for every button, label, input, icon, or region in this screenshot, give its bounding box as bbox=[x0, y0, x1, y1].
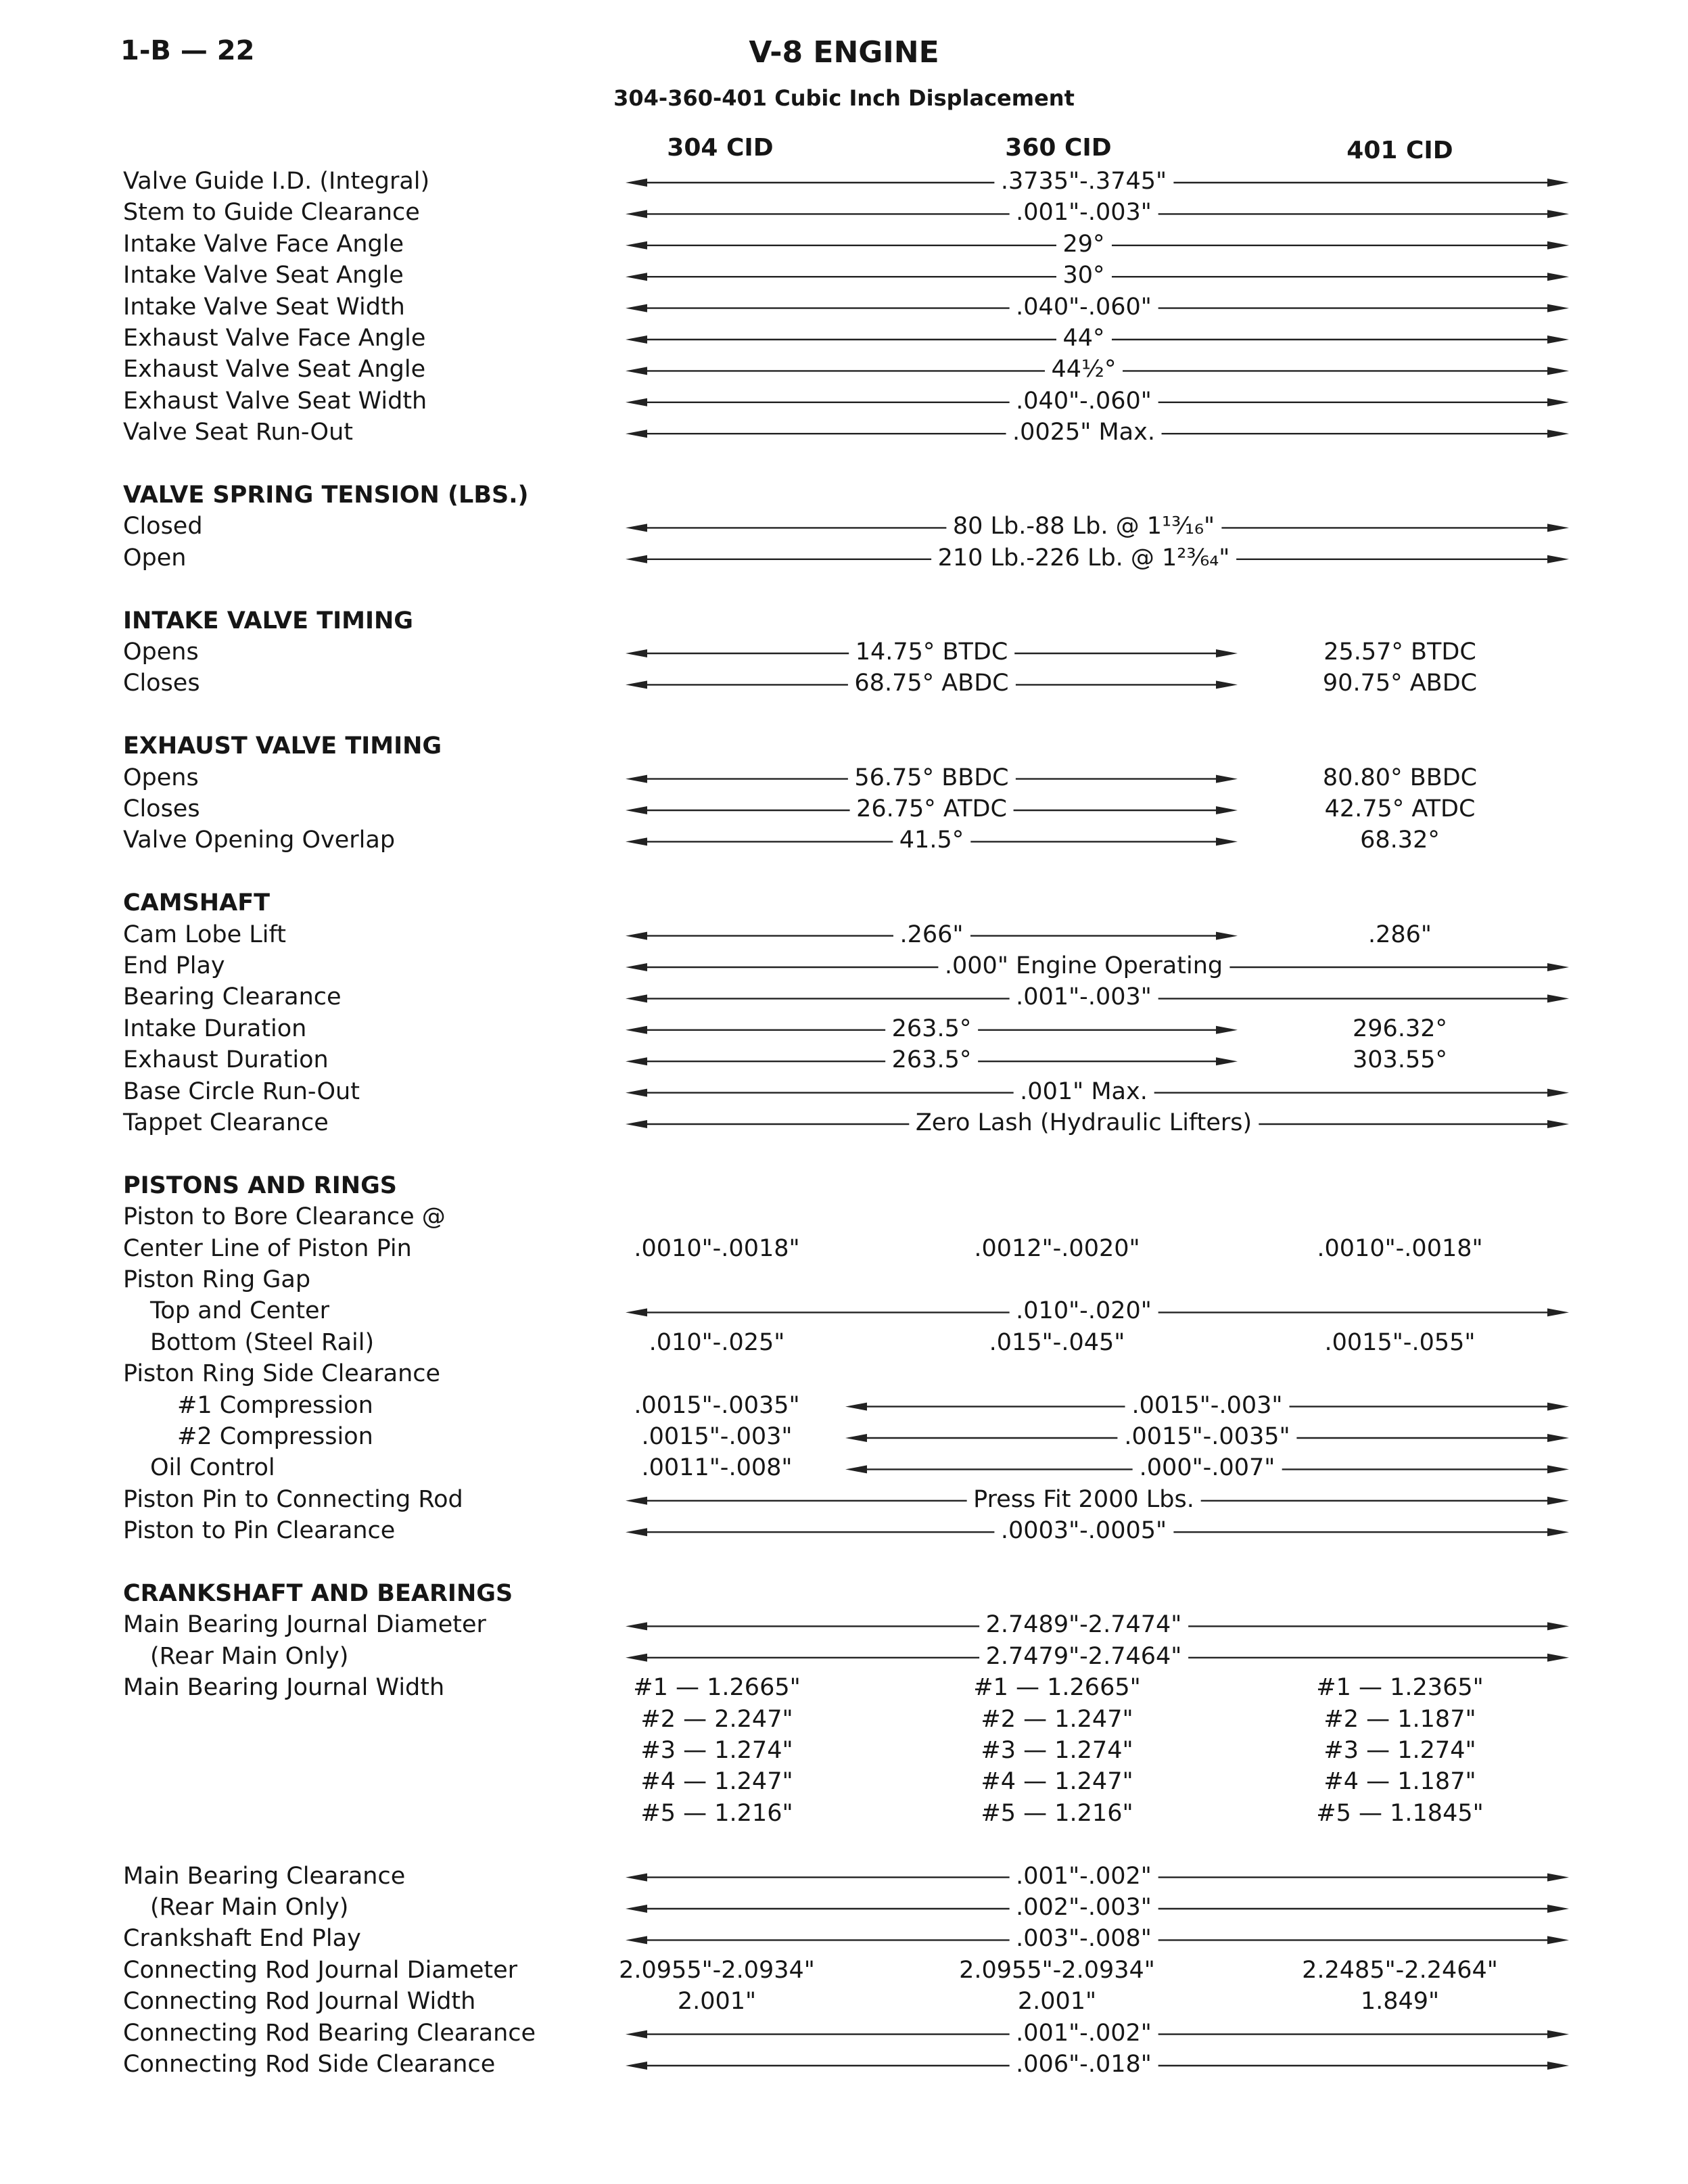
spec-label: Piston Ring Gap bbox=[123, 1266, 311, 1293]
spec-value-304: .0011"-.008" bbox=[641, 1454, 793, 1482]
spec-value-304: #2 — 2.247" bbox=[640, 1705, 793, 1733]
spec-value-all: .0025" Max. bbox=[1006, 419, 1162, 446]
spec-label: Tappet Clearance bbox=[123, 1109, 329, 1136]
spec-label: Main Bearing Journal Width bbox=[123, 1674, 445, 1702]
spec-value-all: 44° bbox=[1056, 325, 1111, 352]
spec-value-all: .003"-.008" bbox=[1009, 1925, 1158, 1952]
spec-label: (Rear Main Only) bbox=[150, 1642, 349, 1670]
spec-value-304-360: 26.75° ATDC bbox=[849, 795, 1014, 822]
spec-value-360: #5 — 1.216" bbox=[981, 1799, 1133, 1827]
spec-value-all: 2.7479"-2.7464" bbox=[979, 1643, 1189, 1670]
spec-value-all: 44½° bbox=[1045, 356, 1123, 383]
spec-value-304: .0010"-.0018" bbox=[634, 1234, 800, 1262]
spec-value-304: .0015"-.0035" bbox=[634, 1391, 800, 1419]
spec-value-304: #5 — 1.216" bbox=[640, 1799, 793, 1827]
spec-value-401: 1.849" bbox=[1360, 1988, 1440, 2016]
spec-label: Closed bbox=[123, 513, 203, 540]
column-header-401: 401 CID bbox=[1346, 137, 1453, 164]
spec-value-all: .001"-.002" bbox=[1009, 1863, 1158, 1890]
spec-label: Base Circle Run-Out bbox=[123, 1077, 360, 1105]
spec-value-all: .001"-.003" bbox=[1009, 983, 1158, 1010]
spec-label: Closes bbox=[123, 670, 200, 697]
spec-label: Exhaust Valve Face Angle bbox=[123, 325, 426, 352]
spec-value-360-401: .0015"-.003" bbox=[1125, 1392, 1290, 1419]
spec-label: Connecting Rod Journal Diameter bbox=[123, 1956, 518, 1984]
spec-value-360: 2.0955"-2.0934" bbox=[959, 1956, 1155, 1984]
spec-label: Connecting Rod Journal Width bbox=[123, 1988, 476, 2016]
spec-value-all: 30° bbox=[1056, 262, 1111, 289]
spec-value-all: .001"-.003" bbox=[1009, 199, 1158, 226]
spec-label: Oil Control bbox=[150, 1454, 275, 1482]
spec-value-401: 68.32° bbox=[1360, 827, 1440, 854]
spec-label: Intake Valve Face Angle bbox=[123, 230, 404, 258]
spec-label: #1 Compression bbox=[177, 1391, 373, 1419]
spec-label: Connecting Rod Side Clearance bbox=[123, 2051, 496, 2078]
spec-value-all: .0003"-.0005" bbox=[994, 1517, 1173, 1544]
spec-label: Piston to Bore Clearance @ bbox=[123, 1203, 446, 1231]
spec-value-401: 25.57° BTDC bbox=[1323, 638, 1476, 666]
spec-value-360-401: .000"-.007" bbox=[1133, 1454, 1282, 1481]
section-heading: INTAKE VALVE TIMING bbox=[123, 607, 414, 634]
spec-label: Main Bearing Clearance bbox=[123, 1862, 406, 1890]
spec-label: Stem to Guide Clearance bbox=[123, 199, 420, 227]
spec-value-all: .001" Max. bbox=[1013, 1078, 1154, 1105]
page-subtitle: 304-360-401 Cubic Inch Displacement bbox=[613, 85, 1075, 111]
spec-value-360: #3 — 1.274" bbox=[981, 1737, 1133, 1764]
spec-value-401: .286" bbox=[1367, 921, 1432, 948]
spec-label: Top and Center bbox=[150, 1297, 329, 1325]
spec-value-all: 29° bbox=[1056, 231, 1111, 258]
spec-value-401: 80.80° BBDC bbox=[1322, 764, 1478, 791]
spec-value-304-360: .266" bbox=[893, 921, 970, 948]
section-heading: VALVE SPRING TENSION (LBS.) bbox=[123, 482, 529, 509]
spec-value-360: .015"-.045" bbox=[989, 1328, 1125, 1356]
spec-label: Opens bbox=[123, 638, 199, 666]
spec-value-304-360: 68.75° ABDC bbox=[847, 670, 1015, 697]
spec-label: Closes bbox=[123, 795, 200, 822]
spec-value-304-360: 263.5° bbox=[885, 1015, 979, 1042]
spec-value-304: #4 — 1.247" bbox=[640, 1768, 793, 1796]
page-number: 1-B — 22 bbox=[120, 35, 255, 66]
spec-value-401: 2.2485"-2.2464" bbox=[1302, 1956, 1498, 1984]
spec-value-401: .0015"-.055" bbox=[1324, 1328, 1476, 1356]
spec-value-360: #1 — 1.2665" bbox=[973, 1674, 1141, 1702]
spec-label: Bearing Clearance bbox=[123, 983, 342, 1011]
spec-label: Open bbox=[123, 544, 187, 572]
spec-label: End Play bbox=[123, 952, 225, 979]
section-heading: PISTONS AND RINGS bbox=[123, 1171, 398, 1199]
spec-label: Opens bbox=[123, 764, 199, 791]
section-heading: CAMSHAFT bbox=[123, 889, 270, 917]
spec-value-304: 2.001" bbox=[677, 1988, 757, 2016]
spec-value-304-360: 14.75° BTDC bbox=[849, 638, 1015, 666]
spec-value-401: #5 — 1.1845" bbox=[1316, 1799, 1484, 1827]
section-heading: EXHAUST VALVE TIMING bbox=[123, 733, 442, 760]
spec-value-401: 90.75° ABDC bbox=[1322, 670, 1478, 697]
column-header-304: 304 CID bbox=[667, 134, 774, 162]
spec-label: Valve Guide I.D. (Integral) bbox=[123, 168, 430, 195]
spec-label: #2 Compression bbox=[177, 1423, 373, 1450]
spec-label: Intake Valve Seat Width bbox=[123, 293, 405, 321]
spec-value-all: 2.7489"-2.7474" bbox=[979, 1611, 1189, 1638]
spec-value-401: #3 — 1.274" bbox=[1323, 1737, 1476, 1764]
spec-value-all: Press Fit 2000 Lbs. bbox=[966, 1486, 1201, 1513]
spec-label: Intake Valve Seat Angle bbox=[123, 262, 404, 289]
spec-value-401: #2 — 1.187" bbox=[1323, 1705, 1476, 1733]
spec-value-304: #3 — 1.274" bbox=[640, 1737, 793, 1764]
section-heading: CRANKSHAFT AND BEARINGS bbox=[123, 1580, 513, 1607]
spec-value-304: 2.0955"-2.0934" bbox=[619, 1956, 815, 1984]
spec-value-360: #2 — 1.247" bbox=[981, 1705, 1133, 1733]
spec-label: Intake Duration bbox=[123, 1015, 307, 1042]
spec-value-401: #1 — 1.2365" bbox=[1316, 1674, 1484, 1702]
spec-label: Valve Opening Overlap bbox=[123, 827, 396, 854]
spec-value-all: .000" Engine Operating bbox=[938, 952, 1229, 979]
spec-value-all: .3735"-.3745" bbox=[994, 168, 1173, 195]
spec-value-360: .0012"-.0020" bbox=[974, 1234, 1140, 1262]
spec-label: Exhaust Valve Seat Width bbox=[123, 387, 427, 415]
spec-value-304-360: 41.5° bbox=[893, 827, 970, 854]
spec-label: Exhaust Valve Seat Angle bbox=[123, 356, 426, 384]
spec-value-401: .0010"-.0018" bbox=[1317, 1234, 1483, 1262]
spec-label: Center Line of Piston Pin bbox=[123, 1234, 412, 1262]
spec-value-360: 2.001" bbox=[1017, 1988, 1097, 2016]
spec-value-401: 42.75° ATDC bbox=[1324, 795, 1476, 822]
spec-label: Crankshaft End Play bbox=[123, 1925, 361, 1953]
spec-value-304: .010"-.025" bbox=[649, 1328, 785, 1356]
spec-label: Piston Pin to Connecting Rod bbox=[123, 1485, 463, 1513]
spec-label: Main Bearing Journal Diameter bbox=[123, 1611, 486, 1639]
spec-value-all: .040"-.060" bbox=[1009, 294, 1158, 321]
spec-label: Exhaust Duration bbox=[123, 1046, 329, 1074]
spec-value-304-360: 263.5° bbox=[885, 1046, 979, 1073]
spec-label: Valve Seat Run-Out bbox=[123, 419, 353, 446]
spec-value-360: #4 — 1.247" bbox=[981, 1768, 1133, 1796]
spec-value-304-360: 56.75° BBDC bbox=[847, 764, 1015, 791]
spec-value-360-401: .0015"-.0035" bbox=[1117, 1423, 1296, 1450]
spec-value-all: .006"-.018" bbox=[1009, 2051, 1158, 2078]
spec-value-401: 303.55° bbox=[1353, 1046, 1447, 1074]
page-title: V-8 ENGINE bbox=[749, 35, 939, 70]
spec-value-all: 80 Lb.-88 Lb. @ 1¹³⁄₁₆" bbox=[946, 513, 1221, 540]
spec-label: Cam Lobe Lift bbox=[123, 921, 286, 948]
spec-value-all: Zero Lash (Hydraulic Lifters) bbox=[909, 1109, 1259, 1136]
spec-value-304: .0015"-.003" bbox=[641, 1423, 793, 1450]
column-header-360: 360 CID bbox=[1005, 134, 1112, 162]
spec-label: (Rear Main Only) bbox=[150, 1894, 349, 1921]
spec-value-401: #4 — 1.187" bbox=[1323, 1768, 1476, 1796]
spec-label: Connecting Rod Bearing Clearance bbox=[123, 2019, 536, 2047]
spec-value-all: .002"-.003" bbox=[1009, 1894, 1158, 1921]
spec-value-401: 296.32° bbox=[1353, 1015, 1447, 1042]
spec-value-all: 210 Lb.-226 Lb. @ 1²³⁄₆₄" bbox=[931, 544, 1237, 572]
spec-value-all: .001"-.002" bbox=[1009, 2020, 1158, 2047]
spec-value-all: .040"-.060" bbox=[1009, 388, 1158, 415]
spec-value-304: #1 — 1.2665" bbox=[633, 1674, 801, 1702]
spec-label: Piston Ring Side Clearance bbox=[123, 1360, 441, 1388]
spec-value-all: .010"-.020" bbox=[1009, 1297, 1158, 1324]
spec-label: Bottom (Steel Rail) bbox=[150, 1328, 375, 1356]
spec-label: Piston to Pin Clearance bbox=[123, 1517, 396, 1545]
